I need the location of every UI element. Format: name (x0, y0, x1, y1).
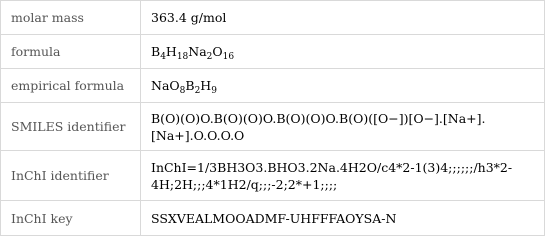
element-symbol: Na (188, 44, 207, 59)
row-label: SMILES identifier (1, 103, 141, 151)
table-row-empirical-formula (1, 69, 545, 103)
element-symbol: H (200, 78, 212, 93)
row-label: empirical formula (1, 69, 141, 103)
element-count: 8 (179, 86, 186, 96)
element-symbol: H (165, 44, 177, 59)
empirical-formula-value (141, 69, 545, 103)
table-row-formula (1, 35, 545, 69)
table-row-molar-mass (1, 1, 545, 35)
inchi-value: InChI=1/3BH3O3.BHO3.2Na.4H2O/c4*2-1(3)4;;;;;;/h3*2-4H;2H;;;4*1H2/q;;;-2;2*+1;;;; (141, 151, 545, 201)
table-row-inchi-key (1, 201, 545, 236)
element-symbol: B (151, 44, 161, 59)
row-label: InChI identifier (1, 151, 141, 201)
element-symbol: Na (151, 78, 170, 93)
table-row-smiles (1, 103, 545, 151)
element-count: 9 (211, 86, 217, 96)
molar-mass-value: 363.4 g/mol (141, 1, 545, 35)
element-count: 2 (206, 52, 213, 62)
row-label: formula (1, 35, 141, 69)
element-count: 4 (160, 52, 166, 62)
formula-value (141, 35, 545, 69)
element-count: 18 (176, 52, 189, 62)
table-row-inchi (1, 151, 545, 201)
row-label: molar mass (1, 1, 141, 35)
element-count: 2 (194, 86, 201, 96)
element-symbol: O (169, 78, 180, 93)
row-label: InChI key (1, 201, 141, 236)
smiles-value: B(O)(O)O.B(O)(O)O.B(O)(O)O.B(O)([O−])[O−].[Na+].[Na+].O.O.O.O (141, 103, 545, 151)
inchi-key-value: SSXVEALMOOADMF-UHFFFAOYSA-N (141, 201, 545, 236)
element-symbol: O (212, 44, 223, 59)
element-symbol: B (185, 78, 195, 93)
element-count: 16 (222, 52, 235, 62)
